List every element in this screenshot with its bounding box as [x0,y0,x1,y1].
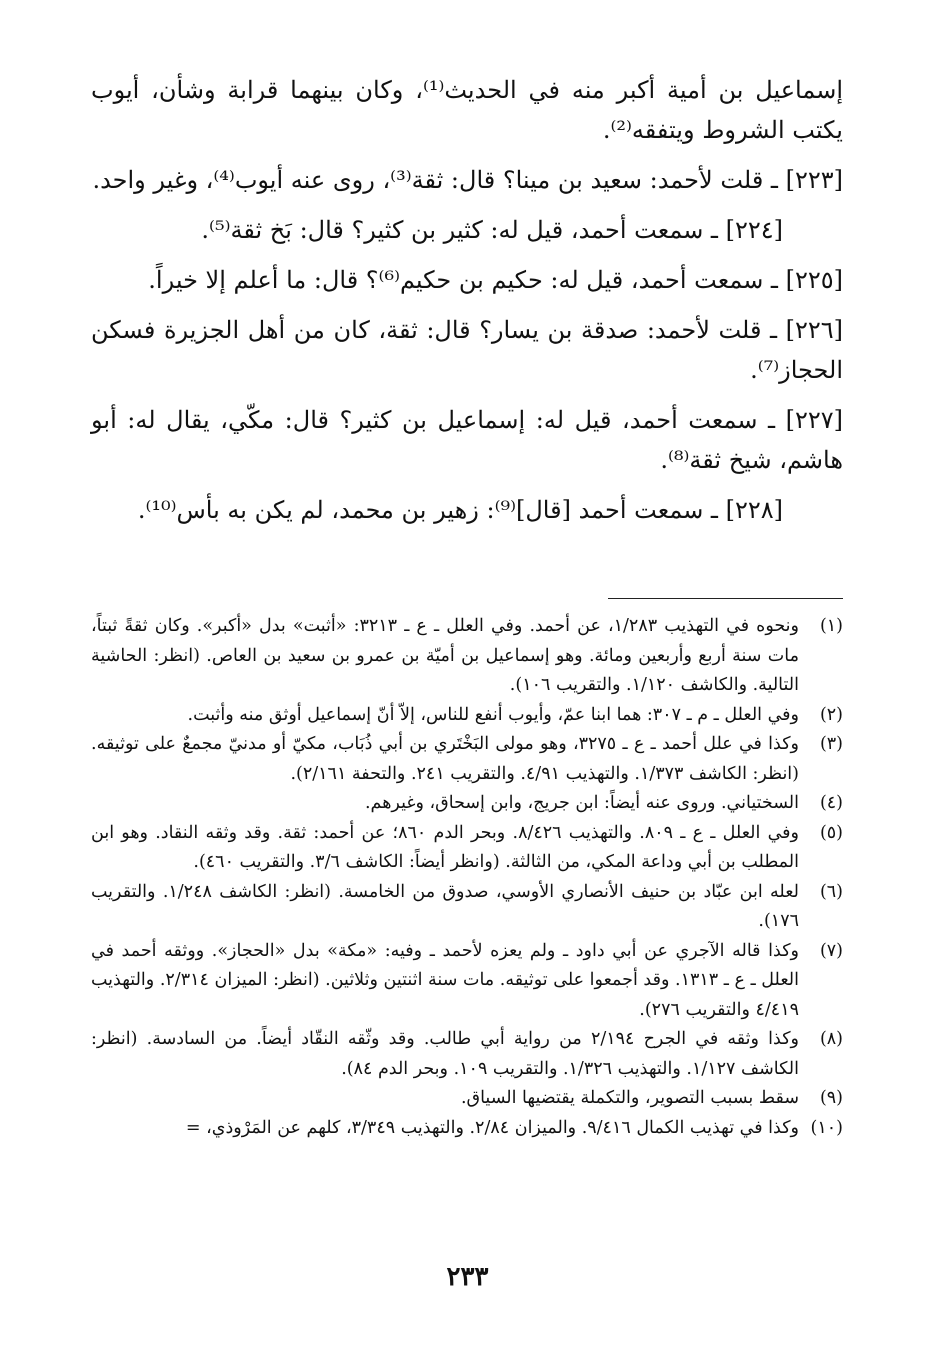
page-number: ٢٣٣ [446,1262,489,1292]
entry-227: [٢٢٧] ـ سمعت أحمد، قيل له: إسماعيل بن كثير؟ قال: مكّي، يقال له: أبو هاشم، شيخ ثقة⁽⁸⁾. [91,406,843,474]
footnote [91,730,843,789]
footnote-number: (١٠) [810,1117,843,1138]
footnote-number: (٢) [819,704,843,725]
footnote-text: وكذا قاله الآجري عن أبي داود ـ ولم يعزه لأحمد ـ وفيه: «مكة» بدل «الحجاز». ووثقه أحمد في العلل ـ ع ـ ١٣١٣. وقد أجمعوا على توثيقه. مات سنة اثنتين وثلاثين. (انظر: الميزان ٢/٣١٤. والتهذيب ٤/٤١٩ والتقريب ٢٧٦). [91,940,799,1020]
footnote-text: وفي العلل ـ ع ـ ٨٠٩. والتهذيب ٨/٤٢٦. وبحر الدم ٨٦٠؛ عن أحمد: ثقة. وقد وثقه النقاد. وهو ابن المطلب بن أبي وداعة المكي، من الثالثة. (وانظر أيضاً: الكاشف ٣/٦. والتقريب ٤٦٠). [91,822,799,872]
footnote [91,878,843,937]
footnote-text: وكذا في تهذيب الكمال ٩/٤١٦. والميزان ٢/٨٤. والتهذيب ٣/٣٤٩، كلهم عن المَرْوذي، = [185,1117,799,1138]
footnote-text: وكذا في علل أحمد ـ ع ـ ٣٢٧٥، وهو مولى البَخْتَري بن أبي ذُبَاب، مكيّ أو مدنيّ مجمعٌ على توثيقه. (انظر: الكاشف ١/٣٧٣. والتهذيب ٤/٩١. والتقريب ٢٤١. والتحفة ٢/١٦١). [91,734,799,784]
footnote-text: السختياني. وروى عنه أيضاً: ابن جريج، وابن إسحاق، وغيرهم. [364,793,799,813]
footnote-number: (٥) [819,822,843,843]
footnote [91,1084,843,1114]
footnote-number: (٤) [819,793,843,813]
footnote [91,937,843,1026]
entry-225: [٢٢٥] ـ سمعت أحمد، قيل له: حكيم بن حكيم⁽⁶⁾؟ قال: ما أعلم إلا خيراً. [148,266,843,294]
footnote [91,1025,843,1084]
footnote-text: وكذا وثقه في الجرح ٢/١٩٤ من رواية أبي طالب. وقد وثّقه النقّاد أيضاً. من السادسة. (انظر: الكاشف ١/١٢٧. والتهذيب ١/٣٢٦. والتقريب ١٠٩. وبحر الدم ٨٤). [91,1029,799,1079]
footnote [91,701,843,731]
footnotes [91,612,843,1143]
entry-223: [٢٢٣] ـ قلت لأحمد: سعيد بن مينا؟ قال: ثقة⁽³⁾، روى عنه أيوب⁽⁴⁾، وغير واحد. [92,166,843,194]
footnote-number: (١) [819,616,843,636]
footnote-number: (٣) [819,734,843,754]
footnote-text: وفي العلل ـ م ـ ٣٠٧: هما ابنا عمّ، وأيوب أنفع للناس، إلاّ أنّ إسماعيل أوثق منه وأثبت. [187,704,799,725]
footnote-text: ونحوه في التهذيب ١/٢٨٣، عن أحمد. وفي العلل ـ ع ـ ٣٢١٣: «أثبت» بدل «أكبر». وكان ثقةً ثبتاً، مات سنة أربع وأربعين ومائة. وهو إسماعيل بن أميّة بن عمرو بن سعيد بن العاص. (انظر: الحاشية التالية. والكاشف ١/١٢٠. والتقريب ١٠٦). [91,616,800,695]
entry-226: [٢٢٦] ـ قلت لأحمد: صدقة بن يسار؟ قال: ثقة، كان من أهل الجزيرة فسكن الحجاز⁽⁷⁾. [91,316,843,384]
footnote-separator [608,598,843,599]
footnote-number: (٦) [819,881,843,902]
footnote-number: (٧) [819,940,843,961]
entry-228: [٢٢٨] ـ سمعت أحمد [قال]⁽⁹⁾: زهير بن محمد، لم يكن به بأس⁽¹⁰⁾. [137,496,783,524]
main-text [91,70,843,540]
entry-224: [٢٢٤] ـ سمعت أحمد، قيل له: كثير بن كثير؟ قال: بَخ ثقة⁽⁵⁾. [201,216,783,244]
footnote-number: (٨) [819,1029,843,1049]
footnote [91,1114,843,1144]
footnote-text: لعله ابن عبّاد بن حنيف الأنصاري الأوسي، صدوق من الخامسة. (انظر: الكاشف ١/٢٤٨. والتقريب ١٧٦). [91,881,799,931]
footnote [91,819,843,878]
footnote [91,612,843,701]
footnote [91,789,843,819]
paragraph-continuation: إسماعيل بن أمية أكبر منه في الحديث⁽¹⁾، وكان بينهما قرابة وشأن، أيوب يكتب الشروط ويتفقه⁽²⁾. [91,76,843,144]
footnote-number: (٩) [819,1088,843,1108]
footnote-text: سقط بسبب التصوير، والتكملة يقتضيها السياق. [460,1088,799,1108]
